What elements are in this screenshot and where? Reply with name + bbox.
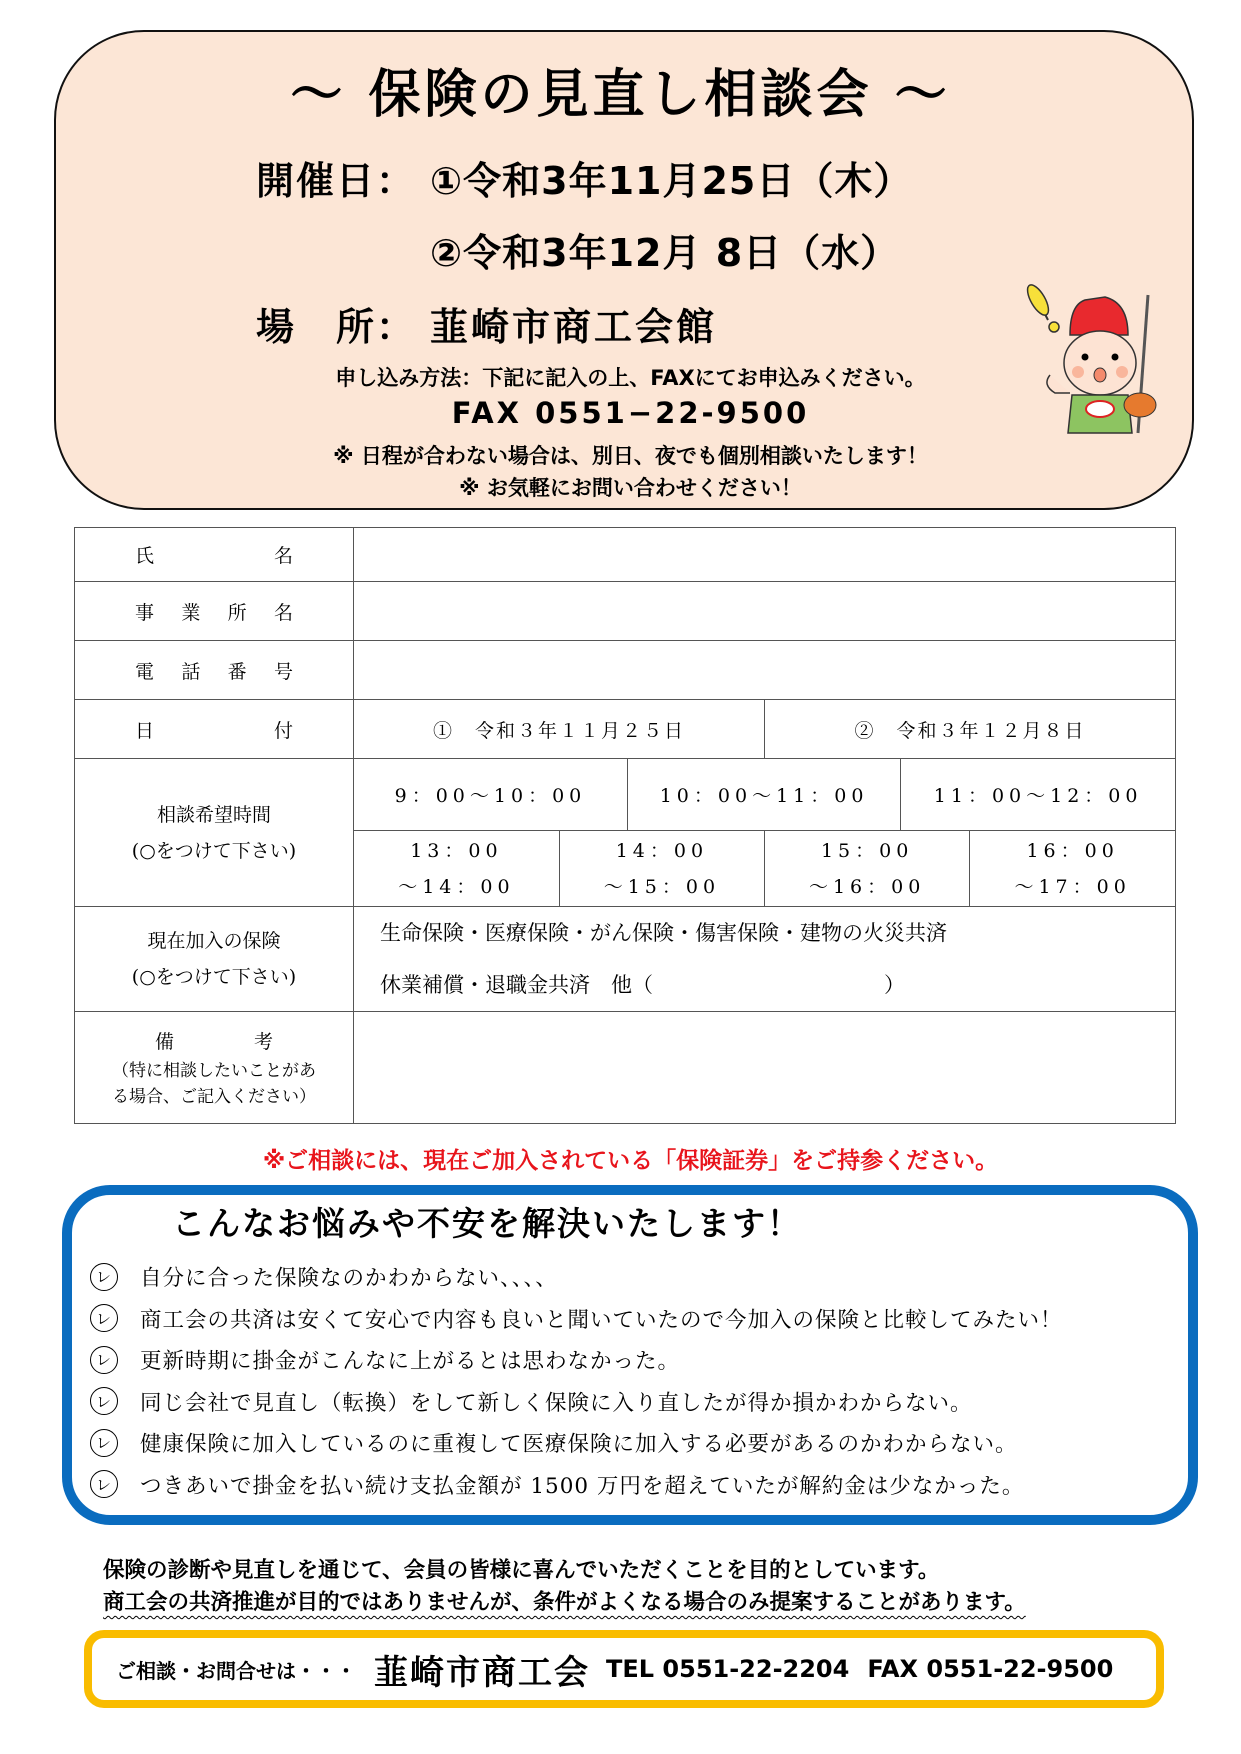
date-label: 開催日： bbox=[256, 159, 417, 203]
time-slot-14[interactable]: 14：00 ～15：00 bbox=[559, 831, 764, 907]
bring-policy-note: ※ご相談には、現在ご加入されている「保険証券」をご持参ください。 bbox=[262, 1148, 999, 1174]
check-icon: レ bbox=[90, 1304, 118, 1332]
check-icon: レ bbox=[90, 1387, 118, 1415]
time-slot-13[interactable]: 13：00 ～14：00 bbox=[354, 831, 559, 907]
check-icon: レ bbox=[90, 1263, 118, 1291]
date-label: 日 付 bbox=[75, 700, 354, 759]
check-icon: レ bbox=[90, 1429, 118, 1457]
date-option-1[interactable]: ① 令和３年１１月２５日 bbox=[432, 719, 685, 742]
fax-number: FAX 0551−22-9500 bbox=[451, 396, 810, 430]
remarks-label: 備 考 （特に相談したいことがあ る場合、ご記入ください） bbox=[75, 1012, 354, 1124]
time-slot-10[interactable]: 10：00～11：00 bbox=[627, 759, 900, 830]
date-option-2[interactable]: ② 令和３年１２月８日 bbox=[765, 700, 1176, 758]
office-name-label: 事 業 所 名 bbox=[75, 582, 354, 641]
insurance-label: 現在加入の保険 (○をつけて下さい) bbox=[75, 907, 354, 1012]
phone-label: 電 話 番 号 bbox=[75, 641, 354, 700]
name-field[interactable] bbox=[354, 528, 1176, 582]
event-place: 韮崎市商工会館 bbox=[430, 305, 718, 349]
purpose-line-2: 商工会の共済推進が目的ではありませんが、条件がよくなる場合のみ提案することがあります。 bbox=[103, 1590, 1026, 1615]
note-individual-consult: ※ 日程が合わない場合は、別日、夜でも個別相談いたします！ bbox=[333, 444, 928, 468]
list-item: レ 更新時期に掛金がこんなに上がるとは思わなかった。 bbox=[90, 1339, 1063, 1381]
page-title: ～ 保険の見直し相談会 ～ bbox=[290, 65, 951, 125]
time-label: 相談希望時間 (○をつけて下さい) bbox=[75, 759, 354, 907]
event-date-2: ②令和3年12月 8日（水） bbox=[430, 231, 900, 275]
purpose-line-1: 保険の診断や見直しを通じて、会員の皆様に喜んでいただくことを目的としています。 bbox=[103, 1558, 940, 1583]
remarks-field[interactable] bbox=[354, 1012, 1176, 1124]
event-date-1: ①令和3年11月25日（木） bbox=[430, 159, 913, 203]
office-name-field[interactable] bbox=[354, 582, 1176, 641]
note-contact-freely: ※ お気軽にお問い合わせください！ bbox=[459, 476, 802, 500]
name-label: 氏 名 bbox=[75, 528, 354, 582]
time-slot-11[interactable]: 11：00～12：00 bbox=[901, 759, 1175, 830]
application-form bbox=[74, 527, 1176, 1124]
contact-fax: FAX 0551-22-9500 bbox=[867, 1655, 1114, 1683]
list-item: レ つきあいで掛金を払い続け支払金額が 1500 万円を超えていたが解約金は少なかった。 bbox=[90, 1464, 1063, 1506]
contact-tel: TEL 0551-22-2204 bbox=[606, 1655, 850, 1683]
lucky-god-mascot-icon bbox=[1010, 275, 1160, 435]
apply-method: 申し込み方法：下記に記入の上、FAXにてお申込みください。 bbox=[335, 366, 926, 390]
list-item: レ 商工会の共済は安くて安心で内容も良いと聞いていたので今加入の保険と比較してみたい！ bbox=[90, 1298, 1063, 1340]
check-icon: レ bbox=[90, 1346, 118, 1374]
insurance-options[interactable] bbox=[354, 907, 1176, 1012]
list-item: レ 自分に合った保険なのかわからない、、、、 bbox=[90, 1256, 1063, 1298]
contact-prefix: ご相談・お問合せは・・・ bbox=[116, 1658, 356, 1683]
list-item: レ 同じ会社で見直し（転換）をして新しく保険に入り直したが得か損かわからない。 bbox=[90, 1381, 1063, 1423]
insurance-line-2[interactable]: 休業補償・退職金共済 他（ ） bbox=[380, 973, 905, 997]
contact-org: 韮崎市商工会 bbox=[374, 1652, 590, 1693]
time-slot-15[interactable]: 15：00 ～16：00 bbox=[765, 831, 970, 907]
time-slot-9[interactable]: 9：00～10：00 bbox=[394, 785, 587, 807]
time-slot-16[interactable]: 16：00 ～17：00 bbox=[970, 831, 1175, 907]
insurance-line-1[interactable]: 生命保険・医療保険・がん保険・傷害保険・建物の火災共済 bbox=[380, 921, 947, 945]
list-item: レ 健康保険に加入しているのに重複して医療保険に加入する必要があるのかわからない。 bbox=[90, 1422, 1063, 1464]
contact-box bbox=[84, 1630, 1164, 1708]
worries-title: こんなお悩みや不安を解決いたします！ bbox=[172, 1204, 802, 1243]
place-label: 場 所： bbox=[256, 305, 417, 349]
phone-field[interactable] bbox=[354, 641, 1176, 700]
check-icon: レ bbox=[90, 1470, 118, 1498]
worries-list bbox=[90, 1256, 1063, 1505]
